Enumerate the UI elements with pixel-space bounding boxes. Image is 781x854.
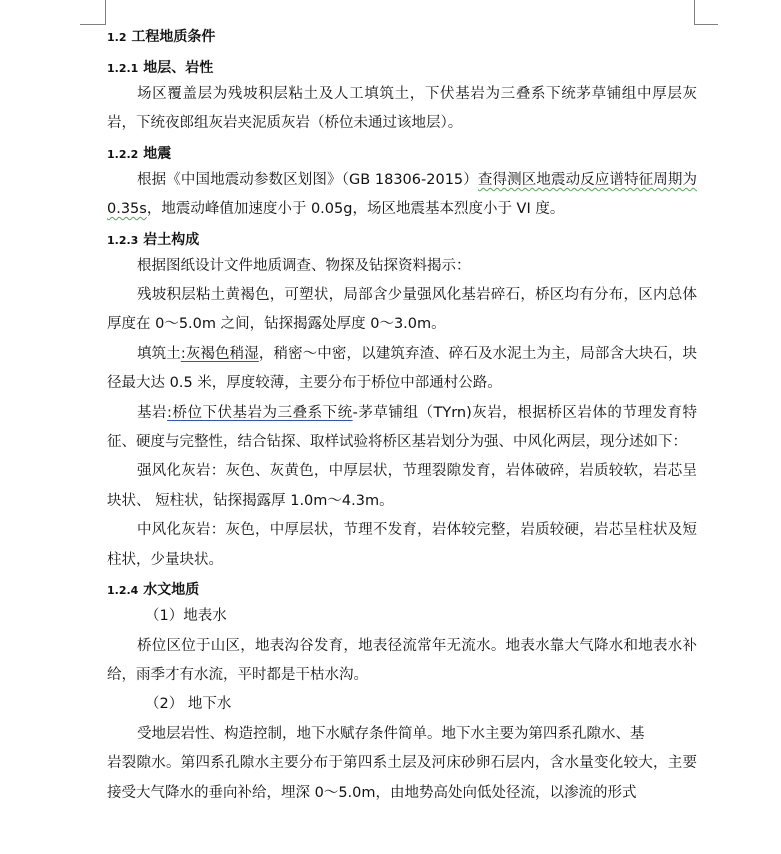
heading-1-2: 1.2 工程地质条件 — [107, 29, 216, 45]
crop-mark-left-horizontal — [80, 24, 106, 25]
crop-mark-right-horizontal — [694, 24, 718, 25]
document-page — [107, 24, 697, 808]
crop-mark-left-vertical — [105, 0, 106, 24]
paragraph-groundwater-line-1: 受地层岩性、构造控制，地下水赋存条件简单。地下水主要为第四系孔隙水、基 — [137, 725, 645, 742]
paragraph-groundwater-line-2: 岩裂隙水。第四系孔隙水主要分布于第四系土层及河床砂卵石层内，含水量变化较大，主要接受大气降水的垂向补给，埋深 0～5.0m，由地势高处向低处径流，以渗流的形式 — [107, 755, 697, 801]
heading-1-2-4: 1.2.4 水文地质 — [107, 582, 200, 599]
paragraph-soil-intro: 根据图纸设计文件地质调查、物探及钻探资料揭示： — [137, 257, 471, 274]
crop-mark-right-vertical — [694, 0, 695, 24]
paragraph-bedrock: 基岩:桥位下伏基岩为三叠系下统-茅草铺组（TYrn)灰岩，根据桥区岩体的节理发育特征、硬度与完整性，结合钻探、取样试验将桥区基岩划分为强、中风化两层，现分述如下： — [107, 404, 698, 451]
heading-1-2-2: 1.2.2 地震 — [107, 145, 172, 162]
paragraph-clay: 残坡积层粘土黄褐色，可塑状，局部含少量强风化基岩碎石，桥区均有分布，区内总体厚度在 0～5.0m 之间，钻探揭露处厚度 0～3.0m。 — [107, 287, 697, 333]
heading-1-2-3: 1.2.3 岩土构成 — [107, 231, 200, 248]
heading-1-2-1: 1.2.1 地层、岩性 — [107, 60, 214, 76]
paragraph-surface-water: 桥位区位于山区，地表沟谷发育，地表径流常年无流水。地表水靠大气降水和地表水补给，雨季才有水流，平时都是干枯水沟。 — [107, 637, 697, 683]
paragraph-fill: 填筑土:灰褐色稍湿，稍密～中密，以建筑弃渣、碎石及水泥土为主，局部含大块石，块径最大达 0.5 米，厚度较薄，主要分布于桥位中部通村公路。 — [107, 345, 698, 392]
paragraph-strata: 场区覆盖层为残坡积层粘土及人工填筑土，下伏基岩为三叠系下统茅草铺组中厚层灰岩，下统夜郎组灰岩夹泥质灰岩（桥位未通过该地层）。 — [107, 86, 697, 132]
subheading-groundwater: （2） 地下水 — [145, 696, 232, 713]
paragraph-moderately-weathered: 中风化灰岩：灰色，中厚层状，节理不发育，岩体较完整，岩质较硬，岩芯呈柱状及短柱状，少量块状。 — [107, 522, 697, 568]
paragraph-strongly-weathered: 强风化灰岩：灰色、灰黄色，中厚层状，节理裂隙发育，岩体破碎，岩质较软，岩芯呈块状、 短柱状，钻探揭露厚 1.0m～4.3m。 — [107, 463, 697, 509]
paragraph-earthquake: 根据《中国地震动参数区划图》（GB 18306-2015）查得测区地震动反应谱特征周期为0.35s，地震动峰值加速度小于 0.05g，场区地震基本烈度小于 VI 度。 — [107, 171, 698, 218]
subheading-surface-water: （1）地表水 — [145, 608, 227, 625]
